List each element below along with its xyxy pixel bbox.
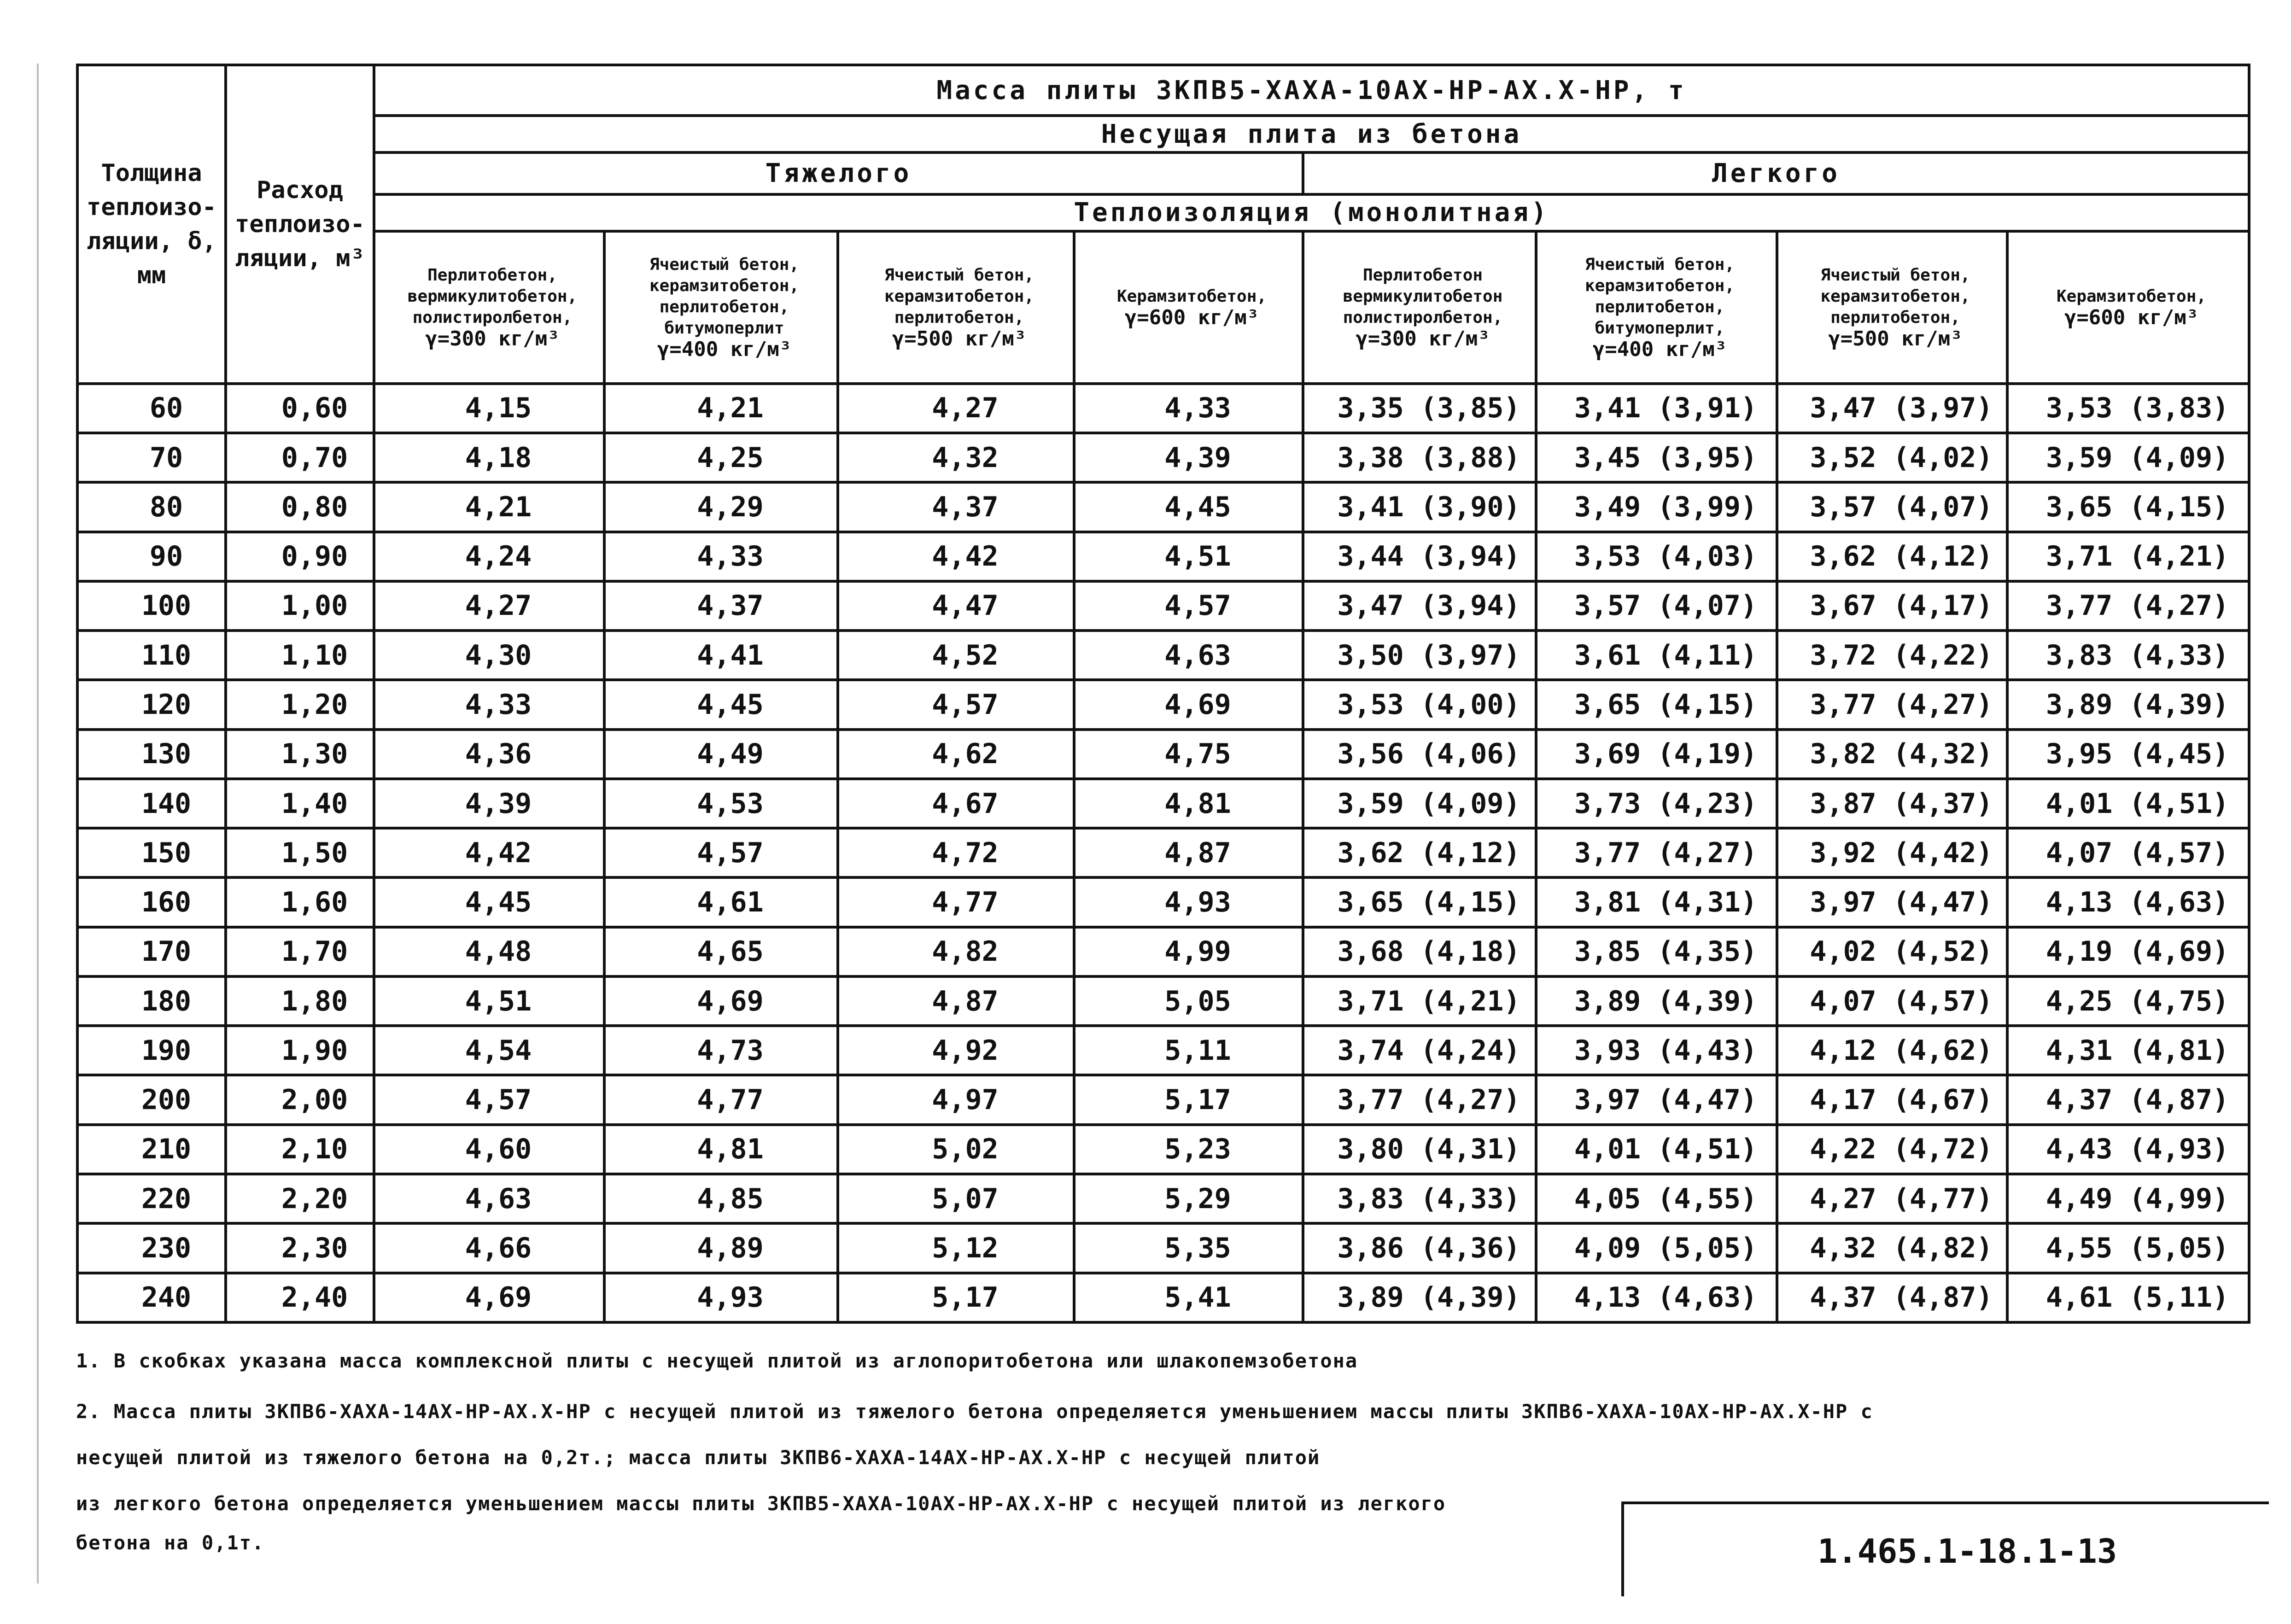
- cell-mass: 4,82: [838, 927, 1074, 976]
- cell-mass: 4,15: [374, 384, 604, 433]
- header-heavy: Тяжелого: [374, 152, 1303, 194]
- cell-mass: 4,39: [374, 779, 604, 828]
- cell-mass: 5,11: [1074, 1026, 1303, 1075]
- note-2-line-2: несущей плитой из тяжелого бетона на 0,2т.; масса плиты 3КПВ6-ХАХА-14АХ-НР-АХ.Х-НР с несущей плитой: [76, 1446, 1321, 1469]
- cell-mass: 3,45 (3,95): [1536, 433, 1777, 482]
- cell-thickness: 200: [77, 1075, 226, 1124]
- table-body: [77, 384, 2249, 1322]
- cell-mass: 3,41 (3,91): [1536, 384, 1777, 433]
- cell-volume: 2,20: [226, 1174, 374, 1223]
- cell-mass: 4,55 (5,05): [2007, 1223, 2249, 1273]
- cell-mass: 4,51: [1074, 532, 1303, 581]
- cell-mass: 3,53 (3,83): [2007, 384, 2249, 433]
- cell-mass: 4,33: [374, 680, 604, 729]
- cell-mass: 3,67 (4,17): [1777, 581, 2007, 631]
- cell-mass: 3,50 (3,97): [1303, 631, 1536, 680]
- subheader-name: Ячеистый бетон, керамзитобетон, перлитобетон, битумоперлит: [649, 255, 800, 338]
- cell-mass: 4,57: [838, 680, 1074, 729]
- cell-mass: 3,62 (4,12): [1777, 532, 2007, 581]
- cell-mass: 3,93 (4,43): [1536, 1026, 1777, 1075]
- cell-mass: 4,62: [838, 730, 1074, 779]
- subheader-name: Ячеистый бетон, керамзитобетон, перлитобетон,: [884, 266, 1034, 327]
- table-title: Масса плиты 3КПВ5-ХАХА-10АХ-НР-АХ.Х-НР, т: [374, 65, 2249, 116]
- note-1: 1. В скобках указана масса комплексной плиты с несущей плитой из аглопоритобетона или шлакопемзобетона: [76, 1349, 1358, 1372]
- cell-mass: 4,17 (4,67): [1777, 1075, 2007, 1124]
- cell-thickness: 170: [77, 927, 226, 976]
- table-row: [77, 631, 2249, 680]
- cell-mass: 3,71 (4,21): [1303, 976, 1536, 1026]
- document-code: 1.465.1-18.1-13: [1818, 1532, 2117, 1571]
- cell-mass: 4,30: [374, 631, 604, 680]
- cell-mass: 4,32 (4,82): [1777, 1223, 2007, 1273]
- subheader-cell: [1303, 231, 1536, 384]
- cell-mass: 4,69: [1074, 680, 1303, 729]
- cell-mass: 4,89: [604, 1223, 838, 1273]
- subheader-cell: [1074, 231, 1303, 384]
- cell-mass: 3,81 (4,31): [1536, 877, 1777, 927]
- cell-mass: 5,41: [1074, 1273, 1303, 1322]
- cell-mass: 4,57: [1074, 581, 1303, 631]
- cell-mass: 4,61 (5,11): [2007, 1273, 2249, 1322]
- cell-mass: 4,25 (4,75): [2007, 976, 2249, 1026]
- cell-thickness: 150: [77, 828, 226, 877]
- page-edge-rule: [37, 64, 39, 1583]
- cell-mass: 4,45: [374, 877, 604, 927]
- cell-mass: 4,42: [838, 532, 1074, 581]
- cell-mass: 4,67: [838, 779, 1074, 828]
- cell-mass: 4,36: [374, 730, 604, 779]
- table-row: [77, 1125, 2249, 1174]
- cell-mass: 4,22 (4,72): [1777, 1125, 2007, 1174]
- cell-mass: 4,53: [604, 779, 838, 828]
- note-2-line-4: бетона на 0,1т.: [76, 1531, 265, 1554]
- table-row: [77, 1223, 2249, 1273]
- cell-mass: 4,09 (5,05): [1536, 1223, 1777, 1273]
- table-row: [77, 976, 2249, 1026]
- cell-mass: 4,37 (4,87): [2007, 1075, 2249, 1124]
- cell-mass: 3,59 (4,09): [1303, 779, 1536, 828]
- cell-mass: 4,87: [1074, 828, 1303, 877]
- cell-mass: 3,65 (4,15): [1303, 877, 1536, 927]
- cell-volume: 1,10: [226, 631, 374, 680]
- table-row: [77, 1174, 2249, 1223]
- cell-mass: 3,35 (3,85): [1303, 384, 1536, 433]
- subheader-name: Керамзитобетон,: [2056, 287, 2207, 306]
- table-row: [77, 581, 2249, 631]
- cell-mass: 4,51: [374, 976, 604, 1026]
- cell-mass: 4,92: [838, 1026, 1074, 1075]
- cell-mass: 4,21: [374, 482, 604, 532]
- cell-mass: 3,44 (3,94): [1303, 532, 1536, 581]
- cell-mass: 4,65: [604, 927, 838, 976]
- cell-mass: 3,77 (4,27): [2007, 581, 2249, 631]
- title-block: [1621, 1501, 2269, 1596]
- cell-mass: 4,69: [604, 976, 838, 1026]
- cell-mass: 4,93: [1074, 877, 1303, 927]
- subheader-gamma: γ=600 кг/м³: [2064, 306, 2199, 330]
- subheader-name: Ячеистый бетон, керамзитобетон, перлитобетон, битумоперлит,: [1584, 255, 1735, 338]
- subheader-name: Перлитобетон, вермикулитобетон, полистиролбетон,: [407, 266, 578, 327]
- cell-mass: 3,77 (4,27): [1536, 828, 1777, 877]
- table-row: [77, 532, 2249, 581]
- cell-thickness: 60: [77, 384, 226, 433]
- cell-thickness: 90: [77, 532, 226, 581]
- cell-mass: 5,23: [1074, 1125, 1303, 1174]
- cell-mass: 3,97 (4,47): [1777, 877, 2007, 927]
- cell-mass: 4,45: [604, 680, 838, 729]
- cell-mass: 4,18: [374, 433, 604, 482]
- cell-volume: 1,90: [226, 1026, 374, 1075]
- subheader-gamma: γ=600 кг/м³: [1124, 306, 1259, 330]
- cell-mass: 4,27: [838, 384, 1074, 433]
- subheader-gamma: γ=300 кг/м³: [425, 327, 560, 351]
- subheader-gamma: γ=400 кг/м³: [657, 338, 792, 362]
- cell-mass: 4,73: [604, 1026, 838, 1075]
- cell-mass: 5,35: [1074, 1223, 1303, 1273]
- cell-mass: 4,21: [604, 384, 838, 433]
- cell-mass: 3,69 (4,19): [1536, 730, 1777, 779]
- header-carrier: Несущая плита из бетона: [374, 116, 2249, 152]
- cell-mass: 3,85 (4,35): [1536, 927, 1777, 976]
- cell-volume: 2,10: [226, 1125, 374, 1174]
- table-row: [77, 1075, 2249, 1124]
- table-row: [77, 1026, 2249, 1075]
- cell-volume: 0,60: [226, 384, 374, 433]
- cell-thickness: 130: [77, 730, 226, 779]
- cell-mass: 4,93: [604, 1273, 838, 1322]
- subheader-cell: [2007, 231, 2249, 384]
- cell-mass: 3,83 (4,33): [1303, 1174, 1536, 1223]
- subheader-name: Перлитобетон вермикулитобетон полистиролбетон,: [1343, 266, 1503, 327]
- cell-mass: 3,61 (4,11): [1536, 631, 1777, 680]
- cell-mass: 5,29: [1074, 1174, 1303, 1223]
- cell-mass: 4,01 (4,51): [1536, 1125, 1777, 1174]
- subheader-cell: [1777, 231, 2007, 384]
- cell-mass: 3,89 (4,39): [1303, 1273, 1536, 1322]
- cell-mass: 4,97: [838, 1075, 1074, 1124]
- note-2-line-3: из легкого бетона определяется уменьшением массы плиты 3КПВ5-ХАХА-10АХ-НР-АХ.Х-НР с несущей плитой из легкого: [76, 1492, 1446, 1515]
- table-row: [77, 730, 2249, 779]
- header-light: Легкого: [1303, 152, 2249, 194]
- cell-mass: 3,83 (4,33): [2007, 631, 2249, 680]
- cell-mass: 3,89 (4,39): [2007, 680, 2249, 729]
- cell-mass: 5,12: [838, 1223, 1074, 1273]
- cell-mass: 4,87: [838, 976, 1074, 1026]
- cell-mass: 3,56 (4,06): [1303, 730, 1536, 779]
- cell-thickness: 80: [77, 482, 226, 532]
- cell-mass: 4,77: [838, 877, 1074, 927]
- cell-volume: 1,00: [226, 581, 374, 631]
- cell-mass: 3,59 (4,09): [2007, 433, 2249, 482]
- cell-mass: 3,49 (3,99): [1536, 482, 1777, 532]
- header-volume: Расход теплоизо-ляции, м³: [226, 65, 374, 384]
- cell-mass: 3,72 (4,22): [1777, 631, 2007, 680]
- cell-mass: 3,97 (4,47): [1536, 1075, 1777, 1124]
- cell-mass: 3,77 (4,27): [1777, 680, 2007, 729]
- cell-mass: 3,68 (4,18): [1303, 927, 1536, 976]
- cell-volume: 1,30: [226, 730, 374, 779]
- cell-thickness: 120: [77, 680, 226, 729]
- cell-mass: 3,82 (4,32): [1777, 730, 2007, 779]
- table-row: [77, 779, 2249, 828]
- cell-volume: 1,60: [226, 877, 374, 927]
- cell-mass: 3,89 (4,39): [1536, 976, 1777, 1026]
- cell-mass: 4,66: [374, 1223, 604, 1273]
- cell-mass: 4,07 (4,57): [1777, 976, 2007, 1026]
- table-row: [77, 877, 2249, 927]
- cell-mass: 3,38 (3,88): [1303, 433, 1536, 482]
- cell-mass: 3,77 (4,27): [1303, 1075, 1536, 1124]
- cell-mass: 4,37: [838, 482, 1074, 532]
- subheader-gamma: γ=300 кг/м³: [1356, 327, 1490, 351]
- table-row: [77, 828, 2249, 877]
- cell-mass: 4,75: [1074, 730, 1303, 779]
- cell-mass: 5,17: [1074, 1075, 1303, 1124]
- cell-mass: 4,13 (4,63): [2007, 877, 2249, 927]
- cell-volume: 1,40: [226, 779, 374, 828]
- cell-thickness: 240: [77, 1273, 226, 1322]
- cell-volume: 0,70: [226, 433, 374, 482]
- cell-mass: 4,69: [374, 1273, 604, 1322]
- cell-mass: 5,07: [838, 1174, 1074, 1223]
- cell-mass: 4,57: [604, 828, 838, 877]
- subheader-cell: [1536, 231, 1777, 384]
- cell-mass: 4,47: [838, 581, 1074, 631]
- subheader-cell: [604, 231, 838, 384]
- cell-mass: 4,45: [1074, 482, 1303, 532]
- cell-mass: 3,62 (4,12): [1303, 828, 1536, 877]
- header-insulation: Теплоизоляция (монолитная): [374, 194, 2249, 231]
- cell-thickness: 180: [77, 976, 226, 1026]
- table-row: [77, 384, 2249, 433]
- cell-mass: 4,42: [374, 828, 604, 877]
- cell-mass: 3,87 (4,37): [1777, 779, 2007, 828]
- cell-thickness: 230: [77, 1223, 226, 1273]
- cell-mass: 3,71 (4,21): [2007, 532, 2249, 581]
- cell-mass: 4,54: [374, 1026, 604, 1075]
- subheader-cell: [838, 231, 1074, 384]
- cell-mass: 3,74 (4,24): [1303, 1026, 1536, 1075]
- cell-mass: 4,31 (4,81): [2007, 1026, 2249, 1075]
- cell-mass: 4,37: [604, 581, 838, 631]
- cell-volume: 1,70: [226, 927, 374, 976]
- cell-mass: 4,19 (4,69): [2007, 927, 2249, 976]
- cell-mass: 4,29: [604, 482, 838, 532]
- cell-mass: 3,65 (4,15): [2007, 482, 2249, 532]
- table-row: [77, 927, 2249, 976]
- cell-mass: 4,61: [604, 877, 838, 927]
- header-thickness: Толщина теплоизо-ляции, δ, мм: [77, 65, 226, 384]
- cell-volume: 0,90: [226, 532, 374, 581]
- subheader-gamma: γ=400 кг/м³: [1592, 338, 1727, 362]
- cell-mass: 3,92 (4,42): [1777, 828, 2007, 877]
- cell-mass: 4,72: [838, 828, 1074, 877]
- cell-mass: 3,65 (4,15): [1536, 680, 1777, 729]
- cell-mass: 3,41 (3,90): [1303, 482, 1536, 532]
- cell-volume: 0,80: [226, 482, 374, 532]
- cell-mass: 4,37 (4,87): [1777, 1273, 2007, 1322]
- mass-table: [76, 64, 2250, 1324]
- cell-mass: 4,02 (4,52): [1777, 927, 2007, 976]
- cell-mass: 4,24: [374, 532, 604, 581]
- cell-mass: 4,81: [604, 1125, 838, 1174]
- cell-thickness: 210: [77, 1125, 226, 1174]
- subheader-name: Керамзитобетон,: [1116, 287, 1267, 306]
- cell-thickness: 140: [77, 779, 226, 828]
- cell-mass: 4,77: [604, 1075, 838, 1124]
- table-row: [77, 680, 2249, 729]
- cell-mass: 4,63: [1074, 631, 1303, 680]
- table-row: [77, 482, 2249, 532]
- cell-mass: 3,47 (3,97): [1777, 384, 2007, 433]
- cell-mass: 4,25: [604, 433, 838, 482]
- cell-mass: 3,80 (4,31): [1303, 1125, 1536, 1174]
- cell-volume: 2,30: [226, 1223, 374, 1273]
- cell-thickness: 160: [77, 877, 226, 927]
- table-row: [77, 433, 2249, 482]
- cell-volume: 1,80: [226, 976, 374, 1026]
- subheader-gamma: γ=500 кг/м³: [1828, 327, 1963, 351]
- cell-mass: 3,52 (4,02): [1777, 433, 2007, 482]
- cell-thickness: 100: [77, 581, 226, 631]
- cell-mass: 4,33: [604, 532, 838, 581]
- cell-mass: 5,17: [838, 1273, 1074, 1322]
- cell-mass: 4,33: [1074, 384, 1303, 433]
- cell-thickness: 70: [77, 433, 226, 482]
- cell-mass: 3,86 (4,36): [1303, 1223, 1536, 1273]
- cell-mass: 3,95 (4,45): [2007, 730, 2249, 779]
- cell-mass: 4,52: [838, 631, 1074, 680]
- cell-thickness: 220: [77, 1174, 226, 1223]
- cell-mass: 5,05: [1074, 976, 1303, 1026]
- cell-volume: 2,00: [226, 1075, 374, 1124]
- cell-mass: 4,63: [374, 1174, 604, 1223]
- subheader-gamma: γ=500 кг/м³: [892, 327, 1027, 351]
- cell-mass: 4,32: [838, 433, 1074, 482]
- cell-mass: 3,57 (4,07): [1777, 482, 2007, 532]
- cell-mass: 4,27: [374, 581, 604, 631]
- cell-mass: 4,07 (4,57): [2007, 828, 2249, 877]
- cell-mass: 4,41: [604, 631, 838, 680]
- cell-mass: 3,47 (3,94): [1303, 581, 1536, 631]
- cell-mass: 4,49 (4,99): [2007, 1174, 2249, 1223]
- cell-mass: 4,57: [374, 1075, 604, 1124]
- cell-mass: 4,48: [374, 927, 604, 976]
- subheader-cell: [374, 231, 604, 384]
- cell-mass: 4,81: [1074, 779, 1303, 828]
- cell-mass: 3,53 (4,03): [1536, 532, 1777, 581]
- cell-mass: 3,57 (4,07): [1536, 581, 1777, 631]
- cell-mass: 4,99: [1074, 927, 1303, 976]
- cell-mass: 4,05 (4,55): [1536, 1174, 1777, 1223]
- cell-thickness: 110: [77, 631, 226, 680]
- cell-mass: 4,27 (4,77): [1777, 1174, 2007, 1223]
- cell-mass: 4,39: [1074, 433, 1303, 482]
- cell-thickness: 190: [77, 1026, 226, 1075]
- cell-volume: 1,20: [226, 680, 374, 729]
- table-row: [77, 1273, 2249, 1322]
- cell-mass: 3,53 (4,00): [1303, 680, 1536, 729]
- subheader-name: Ячеистый бетон, керамзитобетон, перлитобетон,: [1820, 266, 1970, 327]
- cell-mass: 4,12 (4,62): [1777, 1026, 2007, 1075]
- cell-mass: 4,43 (4,93): [2007, 1125, 2249, 1174]
- note-2-line-1: 2. Масса плиты 3КПВ6-ХАХА-14АХ-НР-АХ.Х-НР с несущей плитой из тяжелого бетона определяется уменьшением массы плиты 3КПВ6-ХАХА-10АХ-НР-АХ.Х-НР с: [76, 1400, 1873, 1423]
- cell-mass: 4,01 (4,51): [2007, 779, 2249, 828]
- cell-volume: 2,40: [226, 1273, 374, 1322]
- cell-mass: 3,73 (4,23): [1536, 779, 1777, 828]
- cell-mass: 4,13 (4,63): [1536, 1273, 1777, 1322]
- cell-mass: 4,85: [604, 1174, 838, 1223]
- cell-volume: 1,50: [226, 828, 374, 877]
- cell-mass: 5,02: [838, 1125, 1074, 1174]
- cell-mass: 4,49: [604, 730, 838, 779]
- cell-mass: 4,60: [374, 1125, 604, 1174]
